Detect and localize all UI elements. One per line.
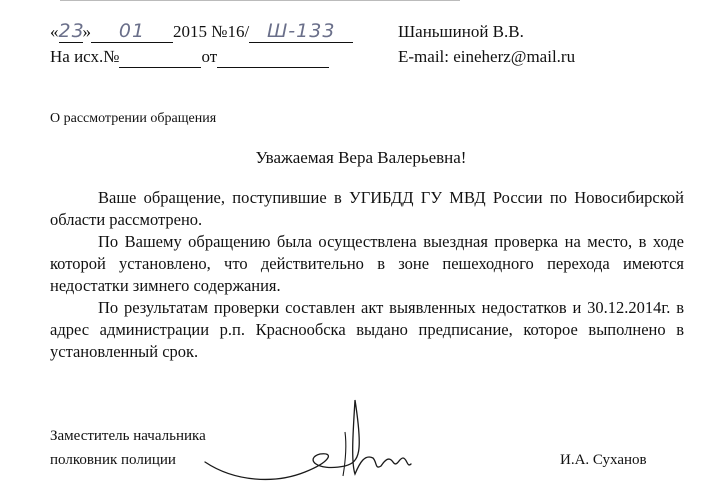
recipient-name: Шаньшиной В.В.: [398, 22, 524, 41]
date-day: 23: [58, 20, 85, 42]
signer-position-line2: полковник полиции: [50, 452, 176, 468]
body-paragraph: По Вашему обращению была осуществлена выездная проверка на место, в ходе которой установлено, что действительно в зоне пешеходного перехода имеются недостатки зимнего содержания.: [50, 232, 684, 295]
ref-label: На исх.№: [50, 47, 120, 66]
handwritten-signature: [195, 392, 425, 492]
body-paragraph: Ваше обращение, поступившие в УГИБДД ГУ МВД России по Новосибирской области рассмотрено.: [50, 188, 684, 229]
year-number-prefix: 2015 №16/: [173, 22, 250, 41]
ref-from-label: от: [201, 47, 218, 66]
subject-line: О рассмотрении обращения: [50, 111, 217, 126]
recipient-email: E-mail: eineherz@mail.ru: [398, 47, 576, 66]
date-open-quote: «: [50, 22, 59, 41]
date-close-quote: »: [82, 22, 91, 41]
signer-name: И.А. Суханов: [560, 452, 647, 468]
letter-body: [50, 187, 684, 363]
salutation: Уважаемая Вера Валерьевна!: [255, 148, 467, 167]
signer-position-line1: Заместитель начальника: [50, 428, 206, 444]
body-paragraph: По результатам проверки составлен акт выявленных недостатков и 30.12.2014г. в адрес администрации р.п. Краснообска выдано предписание, которое выполнено в установленный срок.: [50, 298, 684, 361]
top-edge-mark: [60, 0, 460, 1]
date-number-line: [50, 20, 353, 43]
reference-line: [50, 47, 329, 68]
outgoing-number: Ш-133: [266, 20, 336, 42]
date-month: 01: [118, 20, 146, 42]
